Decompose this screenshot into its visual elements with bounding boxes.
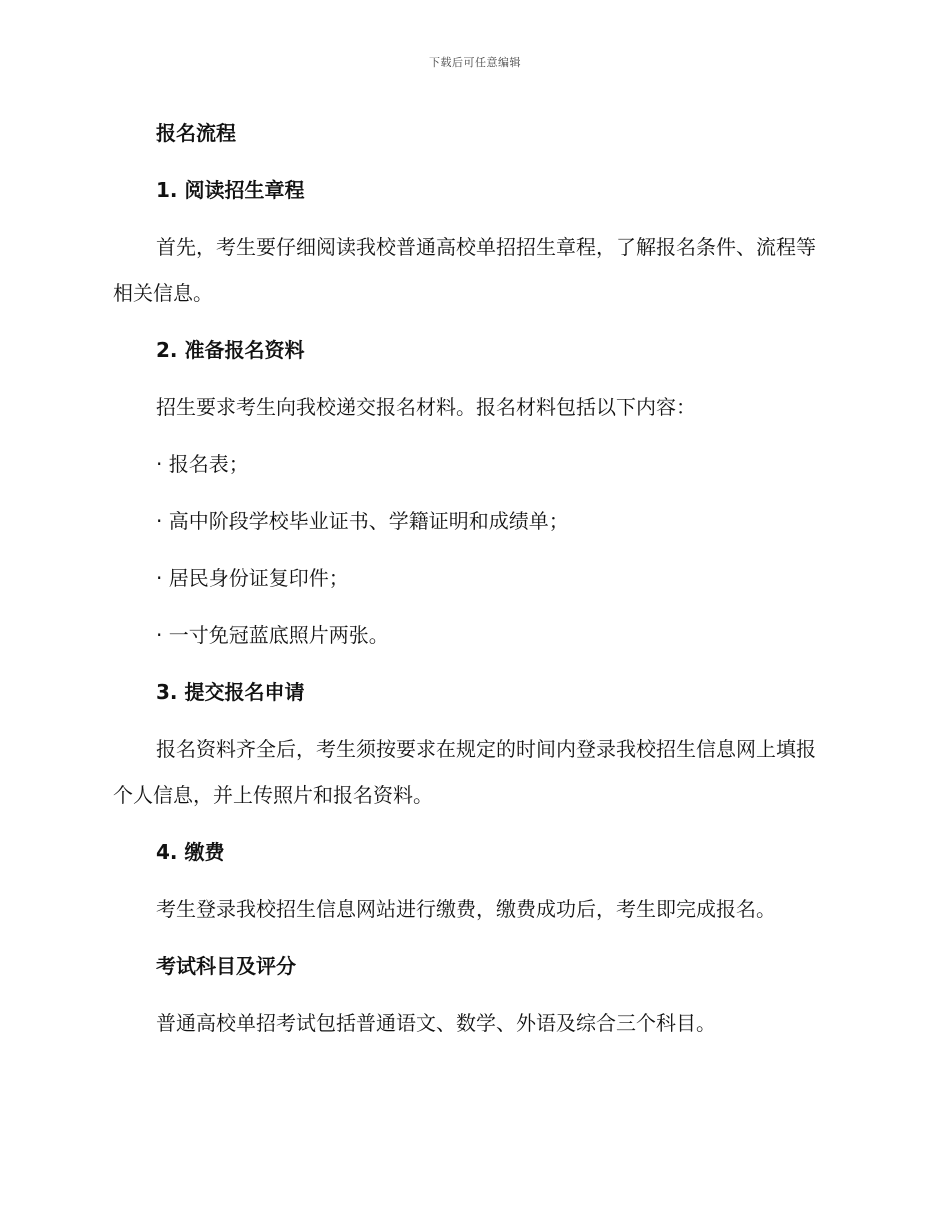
list-item: · 报名表； xyxy=(156,452,249,476)
document-body xyxy=(113,110,833,1057)
step-1-paragraph: 首先，考生要仔细阅读我校普通高校单招招生章程，了解报名条件、流程等相关信息。 xyxy=(113,235,816,305)
exam-subjects-paragraph: 普通高校单招考试包括普通语文、数学、外语及综合三个科目。 xyxy=(156,1011,716,1035)
list-item: · 一寸免冠蓝底照片两张。 xyxy=(156,623,389,647)
step-4-heading: 4. 缴费 xyxy=(156,840,225,864)
step-2-paragraph: 招生要求考生向我校递交报名材料。报名材料包括以下内容： xyxy=(156,395,696,419)
step-3-paragraph: 报名资料齐全后，考生须按要求在规定的时间内登录我校招生信息网上填报个人信息，并上传照片和报名资料。 xyxy=(113,737,816,807)
list-item: · 居民身份证复印件； xyxy=(156,566,349,590)
list-item: · 高中阶段学校毕业证书、学籍证明和成绩单； xyxy=(156,509,569,533)
step-1-heading: 1. 阅读招生章程 xyxy=(156,178,305,202)
section-title-exam-subjects: 考试科目及评分 xyxy=(156,954,296,978)
step-2-heading: 2. 准备报名资料 xyxy=(156,338,305,362)
section-title-registration-process: 报名流程 xyxy=(156,121,236,145)
page-header-note: 下载后可任意编辑 xyxy=(429,56,521,69)
step-3-heading: 3. 提交报名申请 xyxy=(156,680,305,704)
step-4-paragraph: 考生登录我校招生信息网站进行缴费，缴费成功后，考生即完成报名。 xyxy=(156,897,776,921)
